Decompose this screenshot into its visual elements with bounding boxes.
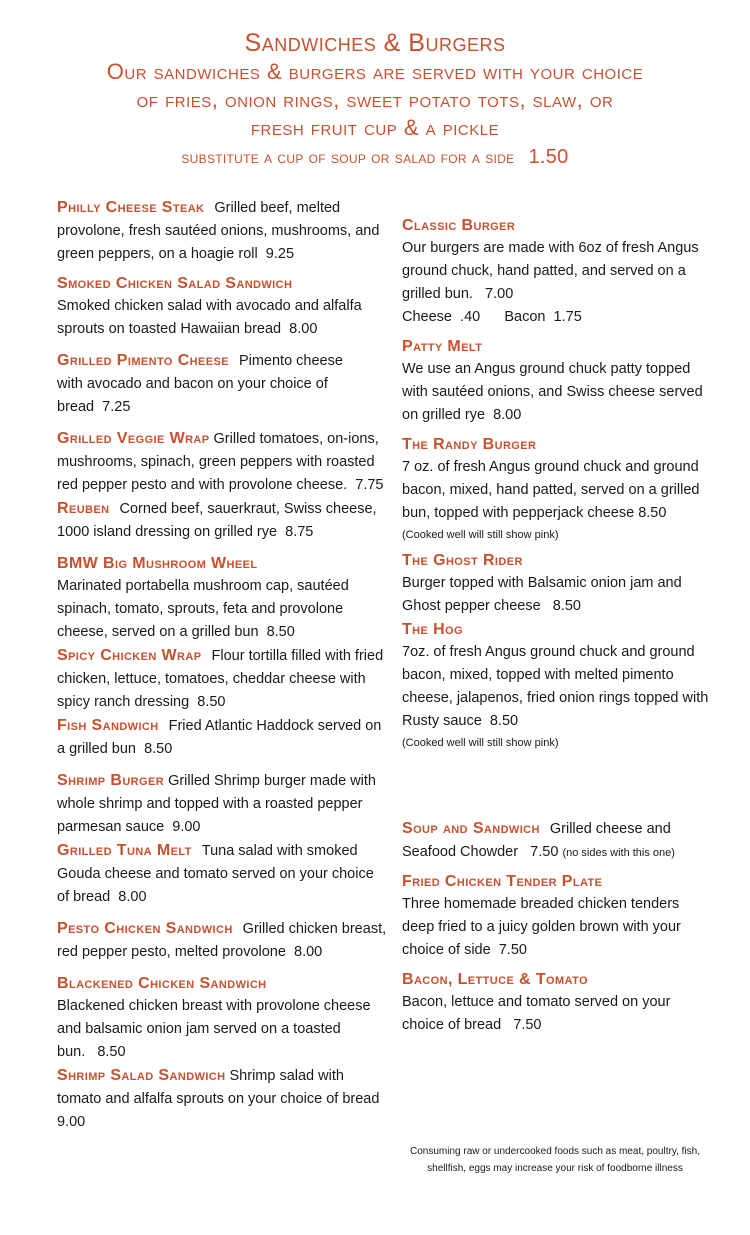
substitute-price: 1.50	[528, 146, 569, 168]
item-desc: 7 oz. of fresh Angus ground chuck and ground bacon, mixed, hand patted, served on a grilled bun, topped with pepperjack cheese	[402, 459, 700, 521]
sides-info-line-1: Our sandwiches & burgers are served with your choice	[106, 59, 644, 84]
item-price: 9.00	[172, 819, 201, 835]
menu-item	[57, 917, 387, 964]
menu-item	[402, 968, 712, 1037]
item-name: Classic Burger	[402, 217, 516, 234]
item-price: 9.25	[265, 246, 295, 262]
item-desc: Grilled Shrimp burger made with whole shrimp and topped with a roasted pepper parmesan sauce	[57, 773, 376, 835]
menu-header	[0, 28, 750, 171]
page-title: Sandwiches & Burgers	[244, 29, 506, 57]
menu-item	[57, 196, 387, 266]
left-column	[57, 196, 387, 1134]
item-desc: Grilled cheese and Seafood Chowder	[402, 821, 671, 860]
item-desc: Fried Atlantic Haddock served on a grilled bun	[57, 718, 382, 757]
item-name: Bacon, Lettuce & Tomato	[402, 971, 588, 988]
item-price: 7.50	[498, 942, 527, 958]
menu-item	[57, 552, 387, 644]
item-desc: Shrimp salad with tomato and alfalfa sprouts on your choice of bread	[57, 1068, 380, 1107]
item-desc: Bacon, lettuce and tomato served on your choice of bread	[402, 994, 671, 1033]
item-name: Smoked Chicken Salad Sandwich	[57, 275, 293, 292]
menu-item	[402, 433, 712, 545]
item-price: 7.75	[355, 477, 384, 493]
item-name: The Hog	[402, 621, 463, 638]
item-desc: Corned beef, sauerkraut, Swiss cheese, 1000 island dressing on grilled rye	[57, 501, 377, 540]
item-price: 9.00	[57, 1114, 86, 1130]
item-desc: Flour tortilla filled with fried chicken, lettuce, tomatoes, cheddar cheese with spicy ranch dressing	[57, 648, 384, 710]
menu-item	[57, 1064, 387, 1134]
item-name: BMW Big Mushroom Wheel	[57, 555, 258, 572]
item-desc: Three homemade breaded chicken tenders deep fried to a juicy golden brown with your choice of side	[402, 896, 681, 958]
menu-item	[57, 272, 387, 341]
menu-item	[57, 497, 387, 544]
menu-item	[57, 714, 387, 761]
menu-item	[402, 870, 712, 962]
item-name: Philly Cheese Steak	[57, 199, 205, 216]
menu-item	[57, 427, 387, 497]
menu-item	[402, 817, 712, 864]
item-name: The Ghost Rider	[402, 552, 523, 569]
food-safety-disclaimer: Consuming raw or undercooked foods such as meat, poultry, fish, shellfish, eggs may increase your risk of foodborne illness	[410, 1146, 700, 1174]
item-price: 8.50	[197, 694, 226, 710]
item-name: Blackened Chicken Sandwich	[57, 975, 267, 992]
item-price: 8.00	[294, 944, 323, 960]
item-desc: Burger topped with Balsamic onion jam and Ghost pepper cheese	[402, 575, 682, 614]
menu-item	[57, 349, 357, 419]
item-price: 8.00	[289, 321, 318, 337]
item-desc: Smoked chicken salad with avocado and alfalfa sprouts on toasted Hawaiian bread	[57, 298, 362, 337]
item-price: 8.00	[118, 889, 147, 905]
item-desc: Grilled chicken breast, red pepper pesto, melted provolone	[57, 921, 387, 960]
item-name: Pesto Chicken Sandwich	[57, 920, 233, 937]
item-desc: Tuna salad with smoked Gouda cheese and tomato served on your choice of bread	[57, 843, 374, 905]
item-name: Shrimp Salad Sandwich	[57, 1067, 226, 1084]
item-price: 8.50	[144, 741, 173, 757]
item-name: Patty Melt	[402, 338, 483, 355]
item-price: 7.25	[102, 399, 131, 415]
item-note: (no sides with this one)	[562, 847, 675, 859]
menu-item	[402, 618, 712, 753]
item-name: Shrimp Burger	[57, 772, 165, 789]
item-price: 8.50	[638, 505, 667, 521]
item-name: Fish Sandwich	[57, 717, 159, 734]
item-price: 8.50	[552, 598, 581, 614]
item-desc: Blackened chicken breast with provolone cheese and balsamic onion jam served on a toasted bun.	[57, 998, 371, 1060]
item-price: 8.50	[489, 713, 519, 729]
item-desc: Our burgers are made with 6oz of fresh Angus ground chuck, hand patted, and served on a grilled bun.	[402, 240, 699, 302]
item-note: (Cooked well will still show pink)	[402, 737, 559, 749]
sides-info-line-2: of fries, onion rings, sweet potato tots, slaw, or	[136, 87, 614, 112]
item-price: 7.50	[513, 1017, 542, 1033]
item-price: 8.00	[493, 407, 522, 423]
item-price: 8.50	[266, 624, 295, 640]
item-name: Reuben	[57, 500, 110, 517]
substitute-note	[0, 144, 750, 171]
item-extras: Cheese .40 Bacon 1.75	[402, 309, 582, 325]
menu-item	[57, 972, 387, 1064]
item-desc: Grilled tomatoes, on-ions, mushrooms, spinach, green peppers with roasted red pepper pesto and with provolone cheese.	[57, 431, 379, 493]
menu-item	[402, 549, 712, 618]
item-desc: Marinated portabella mushroom cap, sautéed spinach, tomato, sprouts, feta and provolone cheese, served on a grilled bun	[57, 578, 349, 640]
item-desc: 7oz. of fresh Angus ground chuck and ground bacon, mixed, topped with melted pimento cheese, jalapenos, fried onion rings topped with Rusty sauce	[402, 644, 709, 729]
item-price: 7.00	[485, 286, 514, 302]
menu-item	[57, 839, 387, 909]
menu-item	[402, 335, 712, 427]
menu-item	[57, 644, 387, 714]
menu-item	[57, 769, 387, 839]
item-note: (Cooked well will still show pink)	[402, 529, 559, 541]
substitute-text: substitute a cup of soup or salad for a side	[181, 148, 515, 167]
item-desc: Grilled beef, melted provolone, fresh sautéed onions, mushrooms, and green peppers, on a hoagie roll	[57, 200, 380, 262]
sides-info-line-3: fresh fruit cup & a pickle	[250, 115, 500, 140]
item-desc: Pimento cheese with avocado and bacon on your choice of bread	[57, 353, 343, 415]
item-price: 8.75	[285, 524, 314, 540]
item-price: 7.50	[530, 844, 559, 860]
item-name: Grilled Pimento Cheese	[57, 352, 229, 369]
item-name: Grilled Tuna Melt	[57, 842, 192, 859]
item-price: 8.50	[97, 1044, 126, 1060]
item-name: Soup and Sandwich	[402, 820, 540, 837]
item-desc: We use an Angus ground chuck patty topped with sautéed onions, and Swiss cheese served on grilled rye	[402, 361, 703, 423]
menu-item	[402, 214, 712, 329]
item-name: Spicy Chicken Wrap	[57, 647, 202, 664]
right-column	[402, 214, 712, 1037]
item-name: Fried Chicken Tender Plate	[402, 873, 603, 890]
item-name: The Randy Burger	[402, 436, 537, 453]
item-name: Grilled Veggie Wrap	[57, 430, 210, 447]
